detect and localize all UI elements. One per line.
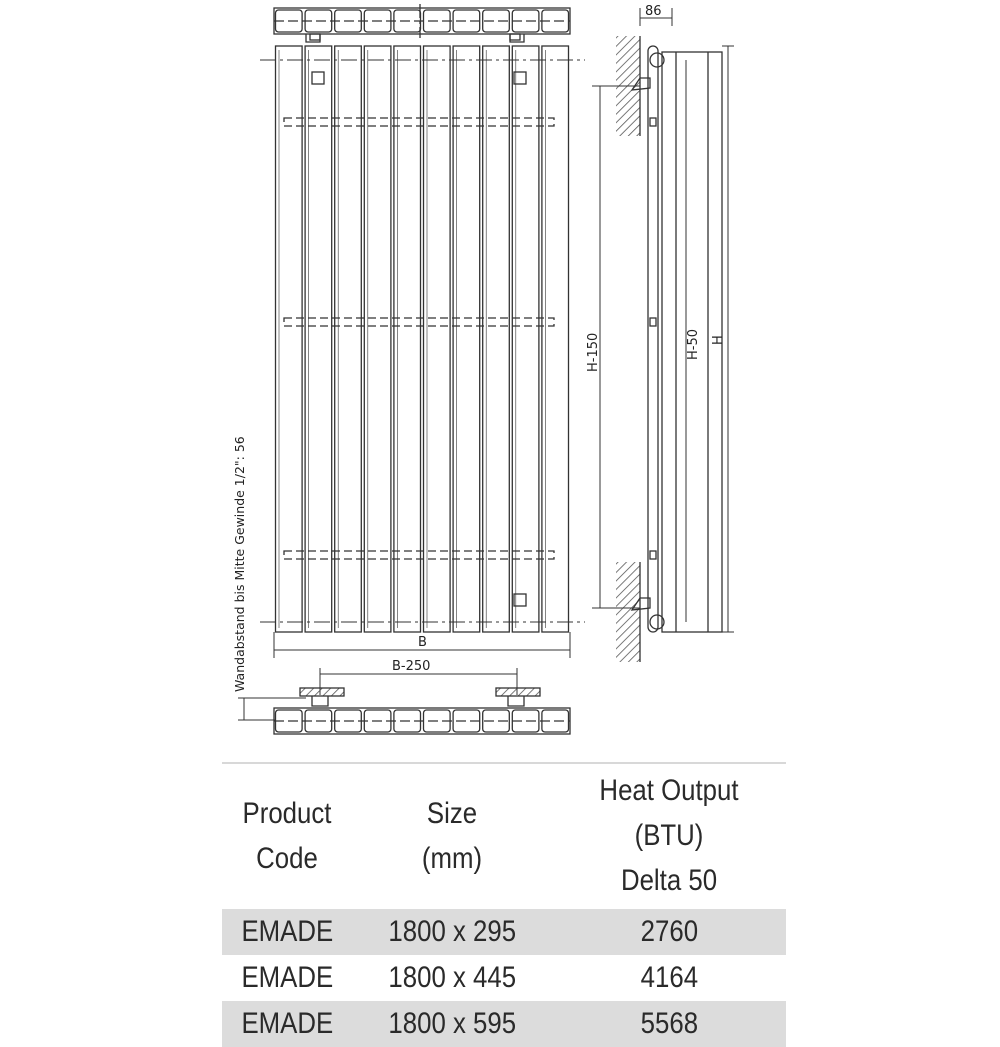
header-line: Product: [242, 796, 332, 830]
header-line: Size: [426, 796, 478, 830]
header-size: [366, 763, 538, 909]
radiator-tube: [424, 46, 451, 632]
bracket-spacing-dimension: [320, 659, 517, 695]
height-minus-150-dimension: [586, 86, 640, 608]
radiator-tube: [394, 46, 421, 632]
table-row: [222, 1001, 786, 1047]
bracket-span-label: B-250: [392, 659, 431, 674]
radiator-tube: [453, 46, 480, 632]
height-label: H: [711, 335, 726, 345]
cell-code: [222, 955, 352, 1001]
cell-size: [352, 1001, 552, 1047]
cell-text: 2760: [640, 915, 698, 948]
wall-distance-dimension: [232, 436, 306, 720]
front-view: [260, 46, 585, 632]
header-line: (mm): [421, 841, 483, 875]
top-plan-view: [274, 4, 570, 42]
radiator-tube: [335, 46, 362, 632]
header-line: Code: [256, 841, 318, 875]
header-product-code: [231, 763, 343, 909]
width-label: B: [418, 635, 427, 650]
cell-text: EMADE: [241, 961, 333, 994]
height-minus-50-dimension: [686, 60, 701, 622]
radiator-tube: [483, 46, 510, 632]
depth-label: 86: [645, 4, 662, 19]
width-dimension: [274, 632, 570, 658]
cell-text: 1800 x 595: [388, 1007, 516, 1040]
table-header-row: [222, 763, 786, 909]
wall-distance-note: Wandabstand bis Mitte Gewinde 1/2": 56: [232, 436, 247, 692]
cell-size: [352, 909, 552, 955]
side-view: [616, 36, 722, 662]
product-spec-table: [222, 762, 786, 1047]
cell-output: [552, 909, 786, 955]
cell-size: [352, 955, 552, 1001]
cell-output: [552, 955, 786, 1001]
table-row: [222, 909, 786, 955]
cell-output: [552, 1001, 786, 1047]
table-row: [222, 955, 786, 1001]
radiator-tube: [364, 46, 391, 632]
cell-text: 4164: [640, 961, 698, 994]
radiator-tube: [512, 46, 539, 632]
cell-code: [222, 909, 352, 955]
radiator-tube: [276, 46, 303, 632]
cell-text: 1800 x 295: [388, 915, 516, 948]
header-line: Heat Output (BTU): [599, 774, 739, 852]
depth-dimension: [640, 4, 672, 26]
height-minus-50-label: H-50: [686, 328, 701, 360]
height-minus-150-label: H-150: [586, 332, 601, 372]
radiator-tube: [305, 46, 332, 632]
header-heat-output: [568, 763, 769, 909]
cell-text: 5568: [640, 1007, 698, 1040]
radiator-tube: [542, 46, 569, 632]
cell-text: 1800 x 445: [388, 961, 516, 994]
cell-code: [222, 1001, 352, 1047]
cell-text: EMADE: [241, 915, 333, 948]
bottom-plan-view: [274, 688, 570, 734]
header-line: Delta 50: [620, 864, 718, 897]
cell-text: EMADE: [241, 1007, 333, 1040]
